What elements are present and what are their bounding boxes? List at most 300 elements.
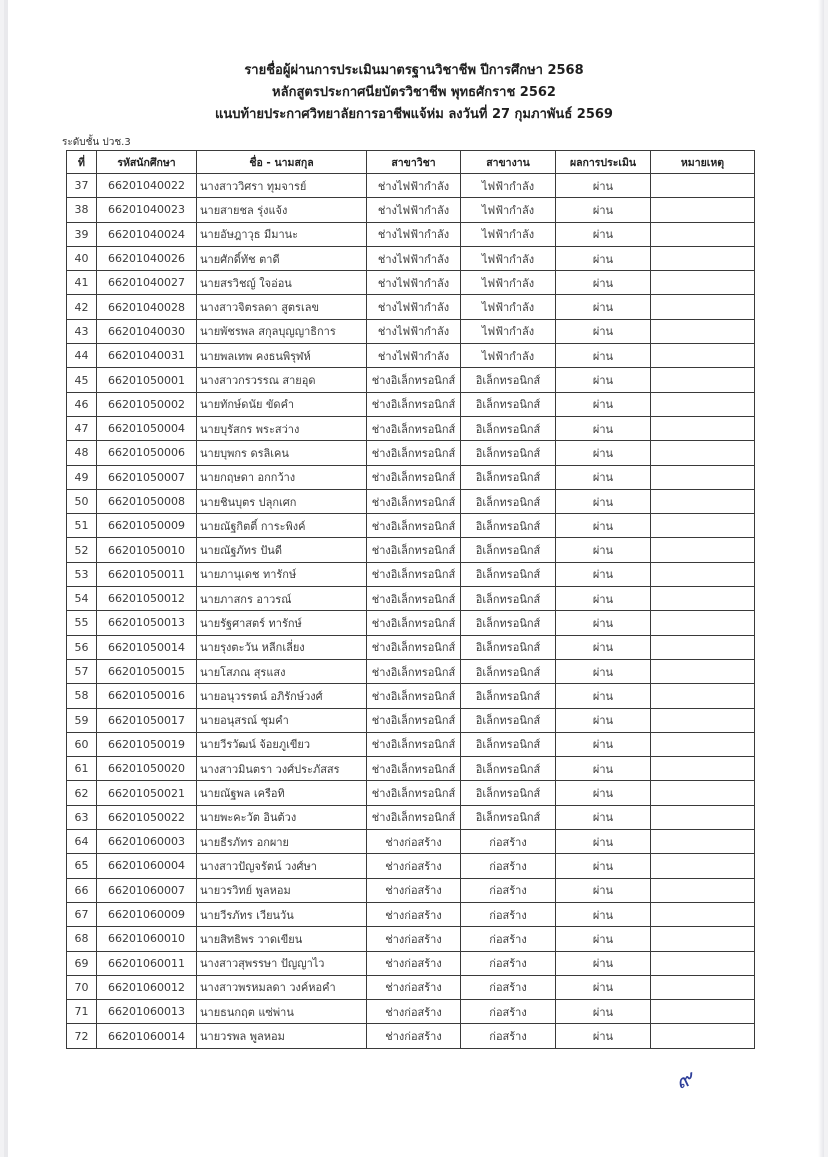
cell-major: ช่างไฟฟ้ากำลัง	[367, 174, 461, 198]
cell-no: 61	[67, 757, 97, 781]
cell-note	[651, 587, 755, 611]
level-label: ระดับชั้น ปวช.3	[62, 137, 131, 148]
table-row	[67, 174, 755, 198]
table-row	[67, 975, 755, 999]
cell-result: ผ่าน	[556, 659, 651, 683]
cell-no: 59	[67, 708, 97, 732]
cell-student-id: 66201050015	[97, 659, 197, 683]
cell-student-id: 66201040030	[97, 319, 197, 343]
cell-note	[651, 489, 755, 513]
cell-major: ช่างอิเล็กทรอนิกส์	[367, 805, 461, 829]
cell-no: 53	[67, 562, 97, 586]
column-header-name: ชื่อ - นามสกุล	[197, 151, 367, 174]
cell-student-id: 66201050001	[97, 368, 197, 392]
cell-result: ผ่าน	[556, 587, 651, 611]
cell-field: ก่อสร้าง	[461, 951, 556, 975]
table-row	[67, 611, 755, 635]
cell-student-id: 66201050020	[97, 757, 197, 781]
column-header-no: ที่	[67, 151, 97, 174]
cell-note	[651, 975, 755, 999]
cell-name: นางสาววิศรา ทุมจารย์	[197, 174, 367, 198]
cell-student-id: 66201050007	[97, 465, 197, 489]
table-row	[67, 635, 755, 659]
cell-no: 41	[67, 271, 97, 295]
cell-no: 66	[67, 878, 97, 902]
cell-result: ผ่าน	[556, 319, 651, 343]
cell-note	[651, 319, 755, 343]
cell-field: ไฟฟ้ากำลัง	[461, 344, 556, 368]
cell-result: ผ่าน	[556, 174, 651, 198]
cell-no: 42	[67, 295, 97, 319]
cell-no: 54	[67, 587, 97, 611]
cell-field: ไฟฟ้ากำลัง	[461, 246, 556, 270]
cell-result: ผ่าน	[556, 465, 651, 489]
cell-result: ผ่าน	[556, 1024, 651, 1048]
cell-name: นายศักดิ์ทัช ตาดี	[197, 246, 367, 270]
results-table	[66, 150, 755, 1049]
cell-note	[651, 854, 755, 878]
cell-student-id: 66201060003	[97, 830, 197, 854]
cell-result: ผ่าน	[556, 416, 651, 440]
cell-note	[651, 295, 755, 319]
cell-student-id: 66201040031	[97, 344, 197, 368]
cell-no: 50	[67, 489, 97, 513]
cell-student-id: 66201040026	[97, 246, 197, 270]
cell-note	[651, 416, 755, 440]
cell-result: ผ่าน	[556, 757, 651, 781]
cell-field: อิเล็กทรอนิกส์	[461, 659, 556, 683]
cell-student-id: 66201050022	[97, 805, 197, 829]
table-row	[67, 538, 755, 562]
cell-field: อิเล็กทรอนิกส์	[461, 684, 556, 708]
table-row	[67, 1024, 755, 1048]
cell-result: ผ่าน	[556, 611, 651, 635]
cell-name: นายพัชรพล สกุลบุญญาธิการ	[197, 319, 367, 343]
cell-name: นายณัฐพล เครือทิ	[197, 781, 367, 805]
cell-result: ผ่าน	[556, 708, 651, 732]
cell-no: 56	[67, 635, 97, 659]
table-row	[67, 854, 755, 878]
cell-major: ช่างไฟฟ้ากำลัง	[367, 198, 461, 222]
cell-field: ไฟฟ้ากำลัง	[461, 174, 556, 198]
cell-name: นายบุรัสกร พระสว่าง	[197, 416, 367, 440]
cell-student-id: 66201060004	[97, 854, 197, 878]
cell-note	[651, 1000, 755, 1024]
cell-field: ไฟฟ้ากำลัง	[461, 295, 556, 319]
cell-major: ช่างอิเล็กทรอนิกส์	[367, 465, 461, 489]
cell-student-id: 66201060013	[97, 1000, 197, 1024]
cell-major: ช่างอิเล็กทรอนิกส์	[367, 562, 461, 586]
cell-no: 63	[67, 805, 97, 829]
cell-field: อิเล็กทรอนิกส์	[461, 587, 556, 611]
cell-major: ช่างอิเล็กทรอนิกส์	[367, 732, 461, 756]
cell-result: ผ่าน	[556, 1000, 651, 1024]
cell-field: ก่อสร้าง	[461, 854, 556, 878]
cell-student-id: 66201060007	[97, 878, 197, 902]
cell-major: ช่างอิเล็กทรอนิกส์	[367, 441, 461, 465]
document-title-block	[4, 60, 824, 126]
cell-no: 71	[67, 1000, 97, 1024]
cell-student-id: 66201040027	[97, 271, 197, 295]
table-row	[67, 489, 755, 513]
cell-result: ผ่าน	[556, 368, 651, 392]
table-row	[67, 902, 755, 926]
cell-name: นายอนุสรณ์ ชุมคำ	[197, 708, 367, 732]
cell-major: ช่างอิเล็กทรอนิกส์	[367, 587, 461, 611]
title-line-1: รายชื่อผู้ผ่านการประเมินมาตรฐานวิชาชีพ ปีการศึกษา 2568	[244, 63, 584, 78]
cell-note	[651, 562, 755, 586]
cell-name: นายทักษ์ดนัย ขัดคำ	[197, 392, 367, 416]
cell-name: นายสายชล รุ่งแจ้ง	[197, 198, 367, 222]
cell-no: 52	[67, 538, 97, 562]
cell-field: ก่อสร้าง	[461, 1000, 556, 1024]
cell-field: ไฟฟ้ากำลัง	[461, 271, 556, 295]
cell-name: นางสาวพรหมลดา วงค์หอคำ	[197, 975, 367, 999]
table-row	[67, 878, 755, 902]
table-row	[67, 830, 755, 854]
cell-student-id: 66201060010	[97, 927, 197, 951]
cell-no: 55	[67, 611, 97, 635]
table-row	[67, 684, 755, 708]
table-row	[67, 732, 755, 756]
cell-no: 64	[67, 830, 97, 854]
cell-name: นายชินบุตร ปลุกเศก	[197, 489, 367, 513]
table-body	[67, 174, 755, 1049]
cell-student-id: 66201050012	[97, 587, 197, 611]
cell-major: ช่างอิเล็กทรอนิกส์	[367, 635, 461, 659]
table-row	[67, 659, 755, 683]
page-edge-left	[4, 0, 8, 1157]
cell-result: ผ่าน	[556, 514, 651, 538]
cell-result: ผ่าน	[556, 927, 651, 951]
column-header-note: หมายเหตุ	[651, 151, 755, 174]
table-row	[67, 416, 755, 440]
cell-major: ช่างก่อสร้าง	[367, 830, 461, 854]
cell-name: นายณัฐภัทร ปันดี	[197, 538, 367, 562]
cell-name: นางสาวมินตรา วงศ์ประภัสสร	[197, 757, 367, 781]
cell-note	[651, 708, 755, 732]
table-row	[67, 319, 755, 343]
cell-note	[651, 684, 755, 708]
cell-student-id: 66201050013	[97, 611, 197, 635]
cell-major: ช่างอิเล็กทรอนิกส์	[367, 781, 461, 805]
cell-result: ผ่าน	[556, 635, 651, 659]
table-row	[67, 392, 755, 416]
cell-student-id: 66201060014	[97, 1024, 197, 1048]
cell-no: 49	[67, 465, 97, 489]
cell-note	[651, 392, 755, 416]
cell-note	[651, 246, 755, 270]
cell-field: อิเล็กทรอนิกส์	[461, 416, 556, 440]
cell-no: 70	[67, 975, 97, 999]
cell-student-id: 66201040022	[97, 174, 197, 198]
cell-major: ช่างอิเล็กทรอนิกส์	[367, 611, 461, 635]
cell-field: อิเล็กทรอนิกส์	[461, 757, 556, 781]
cell-result: ผ่าน	[556, 392, 651, 416]
cell-field: ก่อสร้าง	[461, 878, 556, 902]
cell-student-id: 66201050011	[97, 562, 197, 586]
cell-name: นายรุงตะวัน หลีกเลี่ยง	[197, 635, 367, 659]
cell-field: อิเล็กทรอนิกส์	[461, 538, 556, 562]
cell-result: ผ่าน	[556, 781, 651, 805]
cell-major: ช่างอิเล็กทรอนิกส์	[367, 684, 461, 708]
cell-result: ผ่าน	[556, 246, 651, 270]
cell-name: นายภาสกร อาวรณ์	[197, 587, 367, 611]
table-row	[67, 198, 755, 222]
cell-result: ผ่าน	[556, 805, 651, 829]
cell-field: อิเล็กทรอนิกส์	[461, 392, 556, 416]
cell-major: ช่างอิเล็กทรอนิกส์	[367, 489, 461, 513]
cell-student-id: 66201060009	[97, 902, 197, 926]
cell-no: 44	[67, 344, 97, 368]
cell-student-id: 66201040028	[97, 295, 197, 319]
cell-student-id: 66201040023	[97, 198, 197, 222]
cell-major: ช่างก่อสร้าง	[367, 975, 461, 999]
column-header-result: ผลการประเมิน	[556, 151, 651, 174]
cell-note	[651, 830, 755, 854]
cell-field: ไฟฟ้ากำลัง	[461, 198, 556, 222]
cell-field: ก่อสร้าง	[461, 1024, 556, 1048]
document-page	[4, 0, 824, 1157]
cell-field: อิเล็กทรอนิกส์	[461, 489, 556, 513]
cell-student-id: 66201050006	[97, 441, 197, 465]
cell-field: อิเล็กทรอนิกส์	[461, 708, 556, 732]
cell-major: ช่างไฟฟ้ากำลัง	[367, 319, 461, 343]
cell-name: นายภานุเดช ทารักษ์	[197, 562, 367, 586]
handwritten-page-number: ๙	[672, 1066, 696, 1095]
column-header-field: สาขางาน	[461, 151, 556, 174]
cell-result: ผ่าน	[556, 198, 651, 222]
page-edge-right	[818, 0, 824, 1157]
cell-note	[651, 732, 755, 756]
cell-major: ช่างไฟฟ้ากำลัง	[367, 222, 461, 246]
cell-major: ช่างก่อสร้าง	[367, 854, 461, 878]
cell-no: 39	[67, 222, 97, 246]
cell-result: ผ่าน	[556, 902, 651, 926]
cell-major: ช่างไฟฟ้ากำลัง	[367, 295, 461, 319]
cell-name: นายอัษฎาวุธ มีมานะ	[197, 222, 367, 246]
cell-no: 62	[67, 781, 97, 805]
table-row	[67, 708, 755, 732]
cell-name: นายพะคะวัต อินต้วง	[197, 805, 367, 829]
cell-no: 40	[67, 246, 97, 270]
table-row	[67, 441, 755, 465]
table-row	[67, 295, 755, 319]
cell-note	[651, 344, 755, 368]
column-header-major: สาขาวิชา	[367, 151, 461, 174]
cell-note	[651, 635, 755, 659]
cell-note	[651, 538, 755, 562]
cell-name: นายสิทธิพร วาดเขียน	[197, 927, 367, 951]
cell-note	[651, 514, 755, 538]
cell-result: ผ่าน	[556, 732, 651, 756]
cell-field: อิเล็กทรอนิกส์	[461, 368, 556, 392]
cell-no: 51	[67, 514, 97, 538]
cell-field: อิเล็กทรอนิกส์	[461, 441, 556, 465]
cell-note	[651, 611, 755, 635]
cell-name: นางสาวสุพรรษา ปัญญาไว	[197, 951, 367, 975]
cell-result: ผ่าน	[556, 271, 651, 295]
cell-no: 48	[67, 441, 97, 465]
table-row	[67, 344, 755, 368]
table-row	[67, 781, 755, 805]
cell-name: นายบุพกร ดรลิเคน	[197, 441, 367, 465]
title-line-2: หลักสูตรประกาศนียบัตรวิชาชีพ พุทธศักราช 2562	[272, 85, 556, 100]
cell-major: ช่างก่อสร้าง	[367, 878, 461, 902]
cell-name: นายวรวิทย์ พูลหอม	[197, 878, 367, 902]
cell-major: ช่างก่อสร้าง	[367, 1024, 461, 1048]
cell-result: ผ่าน	[556, 830, 651, 854]
cell-no: 58	[67, 684, 97, 708]
cell-result: ผ่าน	[556, 854, 651, 878]
cell-field: อิเล็กทรอนิกส์	[461, 732, 556, 756]
cell-note	[651, 368, 755, 392]
cell-field: ก่อสร้าง	[461, 830, 556, 854]
cell-name: นายวีรภัทร เวียนวัน	[197, 902, 367, 926]
table-row	[67, 805, 755, 829]
cell-student-id: 66201050008	[97, 489, 197, 513]
table-header-row	[67, 151, 755, 174]
cell-result: ผ่าน	[556, 441, 651, 465]
cell-result: ผ่าน	[556, 344, 651, 368]
cell-note	[651, 878, 755, 902]
cell-note	[651, 465, 755, 489]
cell-student-id: 66201050004	[97, 416, 197, 440]
table-row	[67, 465, 755, 489]
cell-field: อิเล็กทรอนิกส์	[461, 465, 556, 489]
cell-major: ช่างอิเล็กทรอนิกส์	[367, 708, 461, 732]
cell-name: นายกฤษดา อกกว้าง	[197, 465, 367, 489]
cell-no: 60	[67, 732, 97, 756]
cell-student-id: 66201050019	[97, 732, 197, 756]
table-row	[67, 514, 755, 538]
cell-note	[651, 781, 755, 805]
cell-name: นางสาวปัญจรัตน์ วงศ์ษา	[197, 854, 367, 878]
cell-student-id: 66201050009	[97, 514, 197, 538]
table-row	[67, 951, 755, 975]
cell-field: ไฟฟ้ากำลัง	[461, 222, 556, 246]
cell-major: ช่างอิเล็กทรอนิกส์	[367, 757, 461, 781]
cell-result: ผ่าน	[556, 951, 651, 975]
cell-major: ช่างอิเล็กทรอนิกส์	[367, 538, 461, 562]
cell-result: ผ่าน	[556, 222, 651, 246]
table-row	[67, 246, 755, 270]
cell-no: 67	[67, 902, 97, 926]
cell-student-id: 66201050021	[97, 781, 197, 805]
cell-major: ช่างไฟฟ้ากำลัง	[367, 246, 461, 270]
cell-field: ก่อสร้าง	[461, 902, 556, 926]
cell-result: ผ่าน	[556, 295, 651, 319]
title-line-3: แนบท้ายประกาศวิทยาลัยการอาชีพแจ้ห่ม ลงวันที่ 27 กุมภาพันธ์ 2569	[215, 107, 613, 122]
cell-note	[651, 271, 755, 295]
cell-note	[651, 659, 755, 683]
cell-student-id: 66201050014	[97, 635, 197, 659]
cell-field: อิเล็กทรอนิกส์	[461, 805, 556, 829]
cell-student-id: 66201040024	[97, 222, 197, 246]
cell-note	[651, 805, 755, 829]
cell-field: อิเล็กทรอนิกส์	[461, 611, 556, 635]
cell-student-id: 66201050002	[97, 392, 197, 416]
cell-field: อิเล็กทรอนิกส์	[461, 635, 556, 659]
cell-student-id: 66201060011	[97, 951, 197, 975]
cell-result: ผ่าน	[556, 562, 651, 586]
cell-major: ช่างอิเล็กทรอนิกส์	[367, 514, 461, 538]
cell-name: นางสาวกรวรรณ สายอุด	[197, 368, 367, 392]
cell-note	[651, 927, 755, 951]
table-row	[67, 368, 755, 392]
table-row	[67, 757, 755, 781]
cell-student-id: 66201050010	[97, 538, 197, 562]
cell-major: ช่างอิเล็กทรอนิกส์	[367, 392, 461, 416]
cell-result: ผ่าน	[556, 975, 651, 999]
cell-note	[651, 757, 755, 781]
table-row	[67, 1000, 755, 1024]
cell-result: ผ่าน	[556, 489, 651, 513]
cell-no: 47	[67, 416, 97, 440]
cell-result: ผ่าน	[556, 878, 651, 902]
cell-no: 57	[67, 659, 97, 683]
cell-name: นายพลเทพ คงธนพิรุฬห์	[197, 344, 367, 368]
cell-name: นายธนกฤต แซ่พ่าน	[197, 1000, 367, 1024]
cell-major: ช่างก่อสร้าง	[367, 1000, 461, 1024]
table-row	[67, 222, 755, 246]
cell-major: ช่างก่อสร้าง	[367, 951, 461, 975]
table-row	[67, 927, 755, 951]
cell-name: นายรัฐศาสตร์ ทารักษ์	[197, 611, 367, 635]
cell-no: 72	[67, 1024, 97, 1048]
cell-note	[651, 198, 755, 222]
cell-note	[651, 1024, 755, 1048]
cell-no: 65	[67, 854, 97, 878]
cell-name: นายณัฐกิตติ์ การะพิงค์	[197, 514, 367, 538]
cell-note	[651, 951, 755, 975]
cell-field: ก่อสร้าง	[461, 975, 556, 999]
cell-major: ช่างอิเล็กทรอนิกส์	[367, 659, 461, 683]
cell-major: ช่างอิเล็กทรอนิกส์	[367, 416, 461, 440]
cell-field: อิเล็กทรอนิกส์	[461, 514, 556, 538]
cell-no: 37	[67, 174, 97, 198]
cell-major: ช่างไฟฟ้ากำลัง	[367, 344, 461, 368]
cell-result: ผ่าน	[556, 684, 651, 708]
cell-field: ไฟฟ้ากำลัง	[461, 319, 556, 343]
cell-name: นายสรวิชญ์ ใจอ่อน	[197, 271, 367, 295]
cell-no: 43	[67, 319, 97, 343]
cell-note	[651, 222, 755, 246]
cell-major: ช่างก่อสร้าง	[367, 927, 461, 951]
cell-major: ช่างอิเล็กทรอนิกส์	[367, 368, 461, 392]
cell-name: นายวรพล พูลหอม	[197, 1024, 367, 1048]
cell-student-id: 66201050017	[97, 708, 197, 732]
cell-name: นายอนุวรรตน์ อภิรักษ์วงศ์	[197, 684, 367, 708]
cell-name: นายธีรภัทร อกผาย	[197, 830, 367, 854]
cell-name: นายวีรวัฒน์ จ้อยภูเขียว	[197, 732, 367, 756]
cell-note	[651, 174, 755, 198]
cell-no: 45	[67, 368, 97, 392]
cell-no: 69	[67, 951, 97, 975]
cell-note	[651, 441, 755, 465]
cell-name: นายโสภณ สุรแสง	[197, 659, 367, 683]
cell-field: ก่อสร้าง	[461, 927, 556, 951]
cell-note	[651, 902, 755, 926]
cell-student-id: 66201050016	[97, 684, 197, 708]
table-row	[67, 587, 755, 611]
cell-field: อิเล็กทรอนิกส์	[461, 781, 556, 805]
cell-name: นางสาวจิตรลดา สูตรเลข	[197, 295, 367, 319]
cell-no: 46	[67, 392, 97, 416]
cell-no: 68	[67, 927, 97, 951]
cell-result: ผ่าน	[556, 538, 651, 562]
cell-student-id: 66201060012	[97, 975, 197, 999]
